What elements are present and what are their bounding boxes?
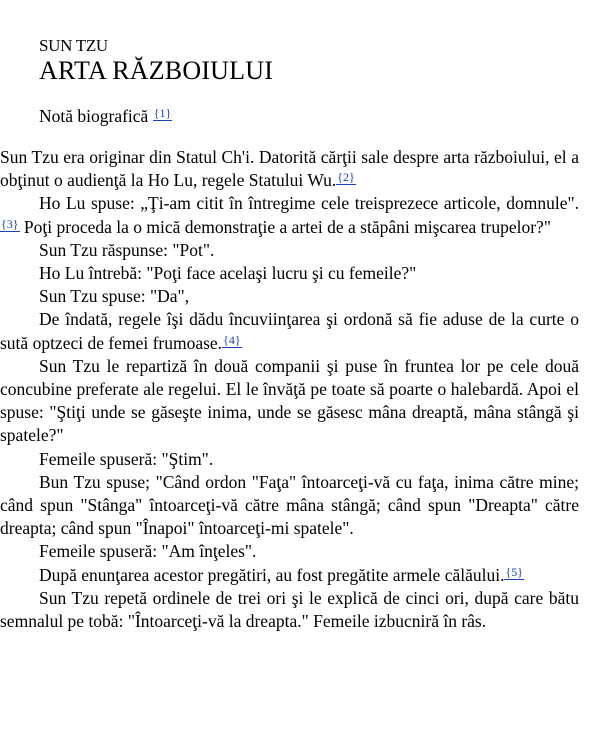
footnote-link[interactable]: {2}: [337, 170, 355, 185]
paragraph: [0, 564, 579, 587]
paragraph-text: Ho Lu spuse: „Ţi-am citit în întregime cele treisprezece articole, domnule".: [39, 193, 579, 214]
paragraph-text: Femeile spuseră: "Ştim".: [39, 448, 214, 469]
paragraph-text: Sun Tzu răspunse: "Pot".: [39, 239, 215, 260]
document-page: [0, 36, 579, 633]
section-heading: [39, 104, 579, 128]
paragraph: [0, 285, 579, 308]
paragraph: [0, 192, 579, 238]
footnote-link[interactable]: {3}: [1, 216, 19, 231]
paragraph: [0, 355, 579, 448]
paragraph: [0, 262, 579, 285]
paragraph: [0, 146, 579, 192]
paragraph-text: După enunţarea acestor pregătiri, au fost pregătite armele călăului.: [39, 564, 505, 585]
paragraph: [0, 587, 579, 633]
paragraph: [0, 471, 579, 541]
paragraph-text: Sun Tzu repetă ordinele de trei ori şi le explică de cinci ori, după care bătu semnalul pe tobă: "Întoarceţi-vă la dreapta." Femeile izbucniră în râs.: [0, 587, 579, 632]
paragraph: [0, 448, 579, 471]
book-title: ARTA RĂZBOIULUI: [39, 56, 274, 85]
author-name: SUN TZU: [39, 36, 108, 55]
document-body: [0, 146, 579, 633]
footnote-link[interactable]: {5}: [505, 564, 523, 579]
paragraph-text: Sun Tzu era originar din Statul Ch'i. Datorită cărţii sale despre arta războiului, el a obţinut o audienţă la Ho Lu, regele Statului Wu.: [0, 147, 579, 191]
section-heading-text: Notă biografică: [39, 106, 149, 126]
paragraph-text: Sun Tzu le repartiză în două companii şi puse în fruntea lor pe cele două concubine preferate ale regelui. El le învăţă pe toate să poarte o halebardă. Apoi el spuse: "Ştiţi unde se găseşte inima, unde se găsesc mâna dreaptă, mâna stângă şi spatele?": [0, 355, 579, 446]
paragraph-text: Bun Tzu spuse; "Când ordon "Faţa" întoarceţi-vă cu faţa, inima către mine; când spun "Stânga" întoarceţi-vă către mâna stângă; când spun "Dreapta" către dreapta; când spun "Înapoi" întoarceţi-mi spatele".: [0, 471, 579, 539]
paragraph-text: Sun Tzu spuse: "Da",: [39, 286, 190, 307]
paragraph-text: Ho Lu întrebă: "Poţi face acelaşi lucru şi cu femeile?": [39, 263, 417, 284]
paragraph-text: Femeile spuseră: "Am înţeles".: [39, 541, 257, 562]
paragraph-text: De îndată, regele îşi dădu încuviinţarea şi ordonă să fie aduse de la curte o sută optzeci de femei frumoase.: [0, 309, 579, 353]
paragraph: [0, 239, 579, 262]
paragraph: [0, 540, 579, 563]
footnote-link[interactable]: {1}: [153, 106, 172, 120]
paragraph: [0, 308, 579, 354]
paragraph-text: Poţi proceda la o mică demonstraţie a artei de a stăpâni mişcarea trupelor?": [19, 216, 551, 237]
footnote-link[interactable]: {4}: [223, 332, 241, 347]
